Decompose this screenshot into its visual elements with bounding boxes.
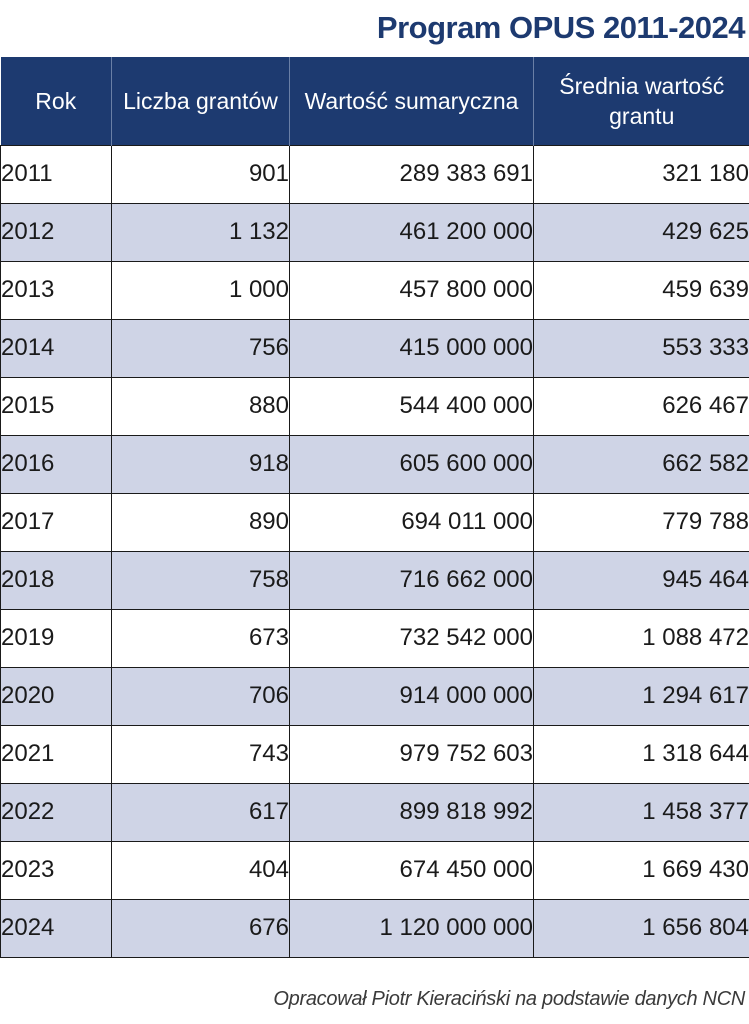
table-body	[1, 145, 749, 957]
cell-total-value: 716 662 000	[290, 551, 534, 609]
cell-average-value: 1 656 804	[534, 899, 749, 957]
cell-total-value: 415 000 000	[290, 319, 534, 377]
table-row	[1, 377, 749, 435]
table-row	[1, 725, 749, 783]
cell-grant-count: 890	[112, 493, 290, 551]
table-row	[1, 261, 749, 319]
cell-total-value: 694 011 000	[290, 493, 534, 551]
cell-year: 2024	[1, 899, 112, 957]
cell-year: 2013	[1, 261, 112, 319]
cell-average-value: 429 625	[534, 203, 749, 261]
cell-total-value: 979 752 603	[290, 725, 534, 783]
cell-grant-count: 880	[112, 377, 290, 435]
cell-year: 2023	[1, 841, 112, 899]
cell-grant-count: 758	[112, 551, 290, 609]
cell-total-value: 544 400 000	[290, 377, 534, 435]
table-row	[1, 145, 749, 203]
cell-grant-count: 1 000	[112, 261, 290, 319]
cell-grant-count: 901	[112, 145, 290, 203]
cell-total-value: 899 818 992	[290, 783, 534, 841]
cell-average-value: 1 669 430	[534, 841, 749, 899]
cell-total-value: 457 800 000	[290, 261, 534, 319]
table-row	[1, 319, 749, 377]
table-row	[1, 551, 749, 609]
cell-grant-count: 617	[112, 783, 290, 841]
cell-year: 2021	[1, 725, 112, 783]
cell-grant-count: 676	[112, 899, 290, 957]
cell-year: 2017	[1, 493, 112, 551]
page-title: Program OPUS 2011-2024	[376, 10, 745, 45]
cell-average-value: 1 318 644	[534, 725, 749, 783]
cell-average-value: 945 464	[534, 551, 749, 609]
header-grant-count: Liczba grantów	[112, 57, 290, 145]
cell-total-value: 461 200 000	[290, 203, 534, 261]
table-row	[1, 783, 749, 841]
cell-total-value: 674 450 000	[290, 841, 534, 899]
cell-year: 2020	[1, 667, 112, 725]
cell-year: 2015	[1, 377, 112, 435]
table-row	[1, 899, 749, 957]
cell-average-value: 1 458 377	[534, 783, 749, 841]
cell-grant-count: 756	[112, 319, 290, 377]
table-row	[1, 435, 749, 493]
cell-average-value: 779 788	[534, 493, 749, 551]
cell-grant-count: 404	[112, 841, 290, 899]
cell-grant-count: 1 132	[112, 203, 290, 261]
table-row	[1, 609, 749, 667]
cell-year: 2016	[1, 435, 112, 493]
table-row	[1, 493, 749, 551]
cell-grant-count: 673	[112, 609, 290, 667]
cell-year: 2014	[1, 319, 112, 377]
cell-average-value: 662 582	[534, 435, 749, 493]
header-year: Rok	[1, 57, 112, 145]
cell-average-value: 1 088 472	[534, 609, 749, 667]
table-row	[1, 667, 749, 725]
cell-total-value: 605 600 000	[290, 435, 534, 493]
cell-total-value: 732 542 000	[290, 609, 534, 667]
cell-total-value: 914 000 000	[290, 667, 534, 725]
cell-total-value: 1 120 000 000	[290, 899, 534, 957]
cell-year: 2018	[1, 551, 112, 609]
cell-year: 2019	[1, 609, 112, 667]
cell-average-value: 626 467	[534, 377, 749, 435]
cell-grant-count: 918	[112, 435, 290, 493]
table-header-row	[1, 57, 749, 145]
grants-table	[0, 57, 749, 958]
cell-average-value: 553 333	[534, 319, 749, 377]
header-total-value: Wartość sumaryczna	[290, 57, 534, 145]
cell-average-value: 321 180	[534, 145, 749, 203]
cell-year: 2012	[1, 203, 112, 261]
cell-grant-count: 743	[112, 725, 290, 783]
table-row	[1, 203, 749, 261]
cell-grant-count: 706	[112, 667, 290, 725]
table-row	[1, 841, 749, 899]
cell-year: 2011	[1, 145, 112, 203]
header-average-value: Średnia wartość grantu	[534, 57, 749, 145]
cell-total-value: 289 383 691	[290, 145, 534, 203]
cell-year: 2022	[1, 783, 112, 841]
source-note: Opracował Piotr Kieraciński na podstawie danych NCN	[273, 988, 745, 1010]
cell-average-value: 1 294 617	[534, 667, 749, 725]
cell-average-value: 459 639	[534, 261, 749, 319]
